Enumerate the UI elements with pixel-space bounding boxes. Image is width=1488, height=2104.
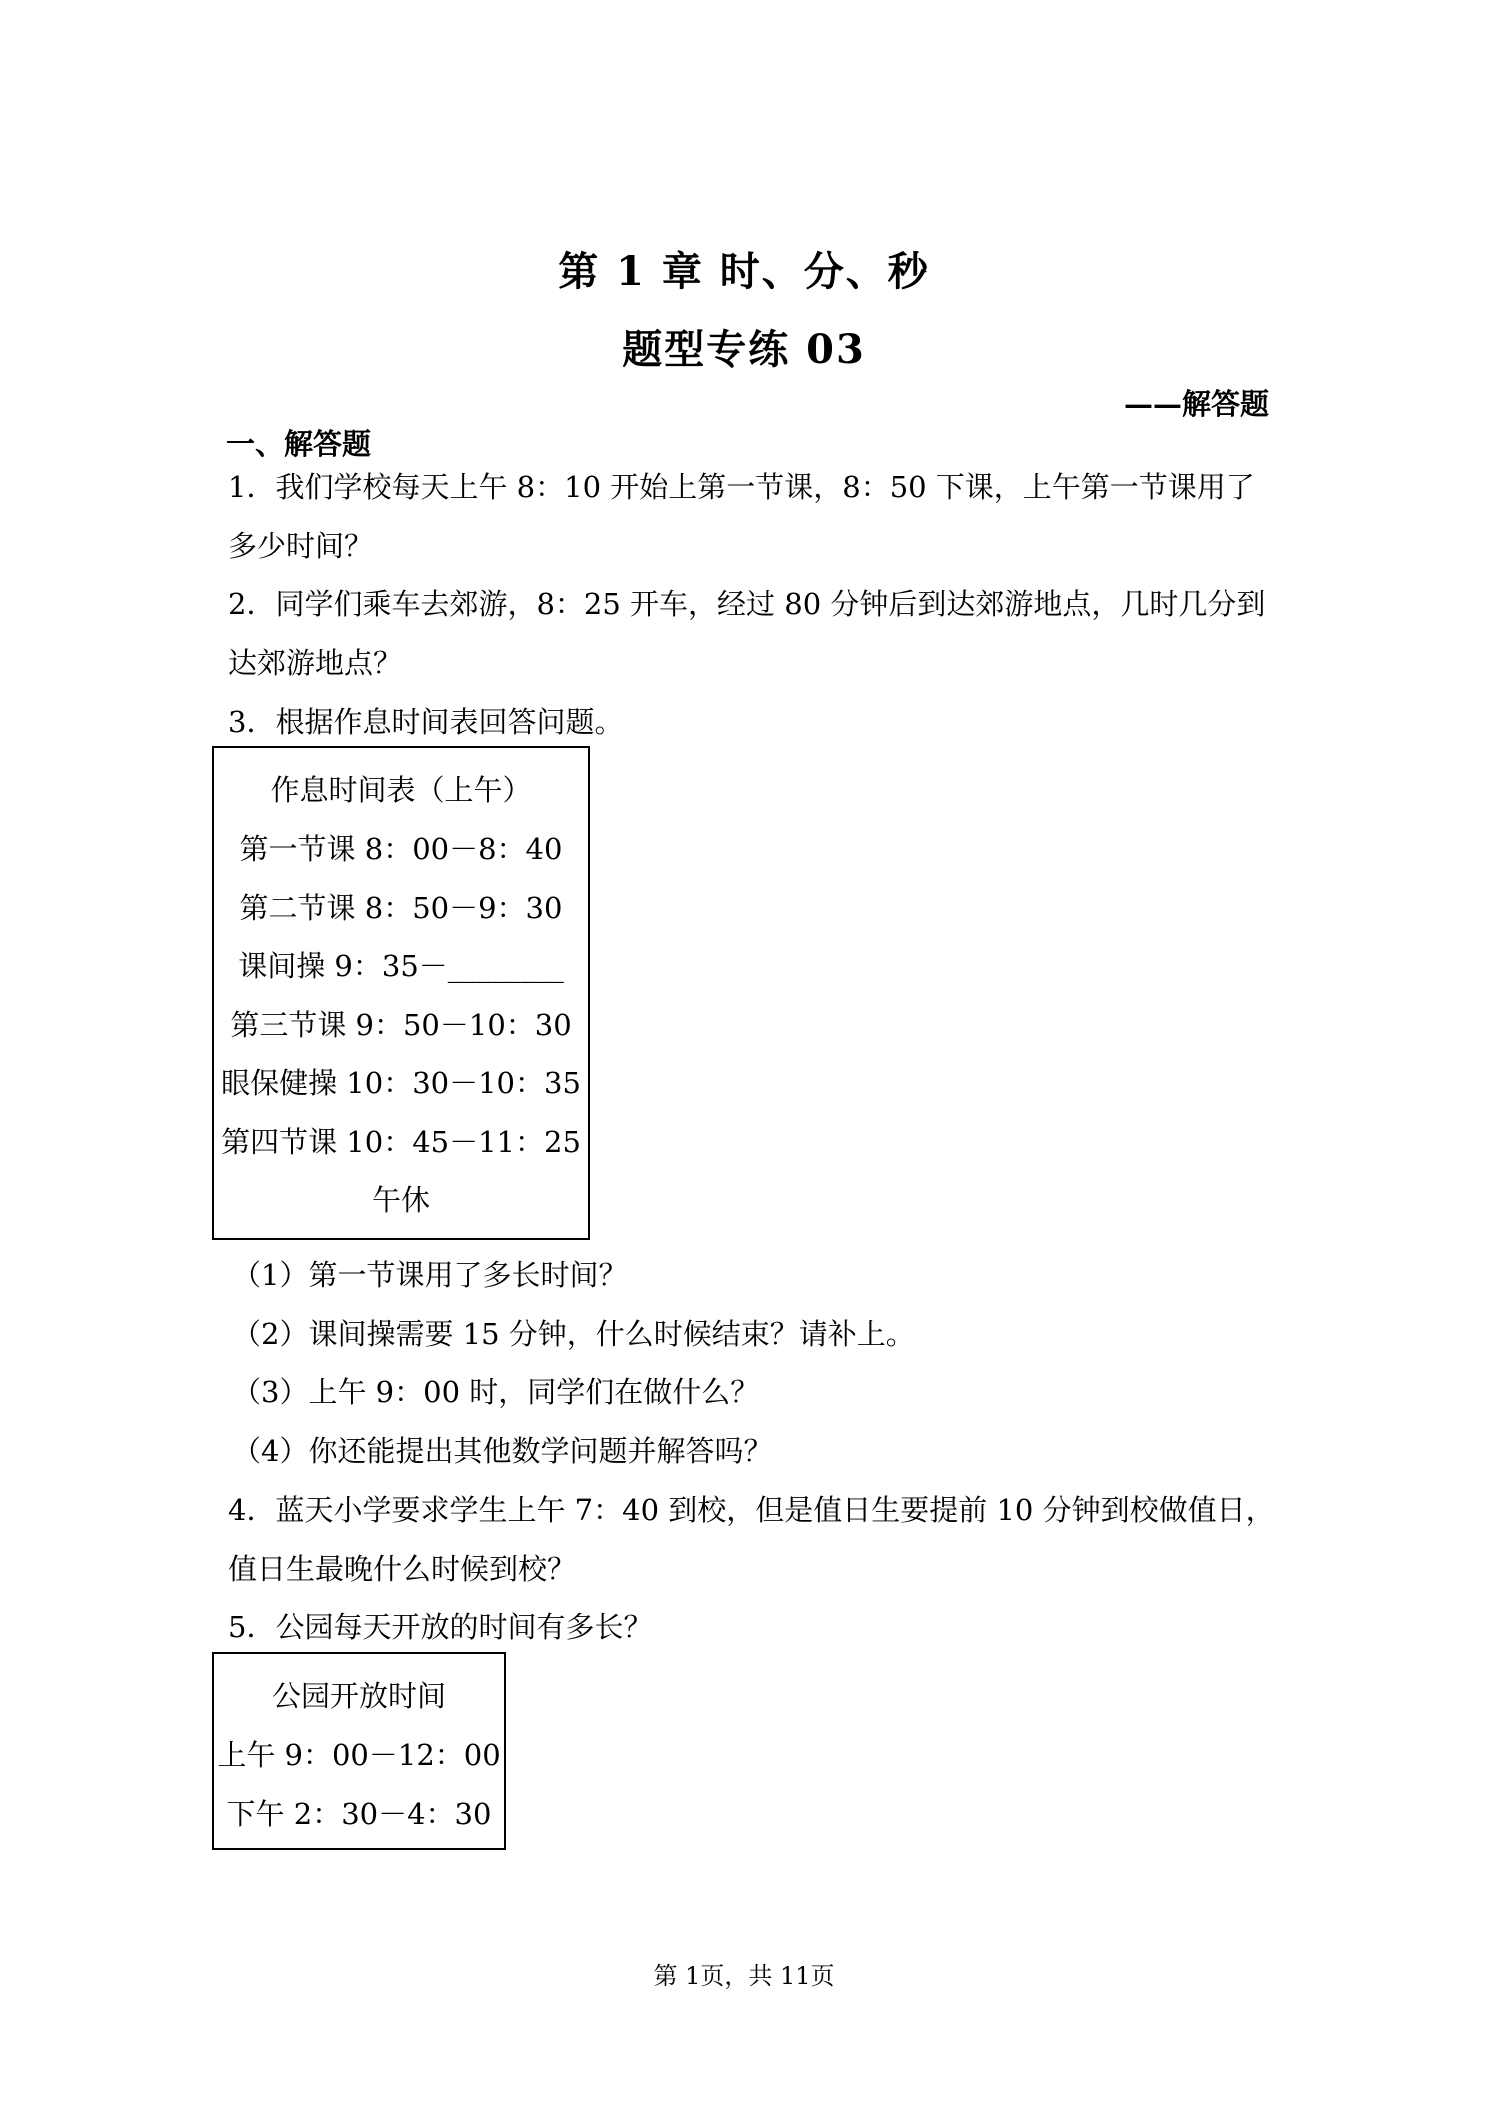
park-hours-row: 下午 2：30－4：30 [226,1797,492,1831]
question-3-sub-1: （1）第一节课用了多长时间？ [232,1258,628,1292]
question-3-sub-4: （4）你还能提出其他数学问题并解答吗？ [232,1434,773,1468]
page-number: 第 1页，共 11页 [653,1962,835,1990]
schedule-row: 第一节课 8：00－8：40 [239,832,563,866]
question-5: 5．公园每天开放的时间有多长？ [228,1610,653,1644]
park-hours-row: 上午 9：00－12：00 [217,1738,501,1772]
schedule-row: 第三节课 9：50－10：30 [230,1008,572,1042]
practice-title: 题型专练 03 [622,326,866,373]
question-4-line-1: 4．蓝天小学要求学生上午 7：40 到校，但是值日生要提前 10 分钟到校做值日， [228,1493,1275,1527]
schedule-row: 眼保健操 10：30－10：35 [221,1066,581,1100]
question-type-tag: ——解答题 [1123,387,1269,421]
park-hours-table [212,1652,506,1850]
question-3-sub-2: （2）课间操需要 15 分钟，什么时候结束？请补上。 [232,1317,915,1351]
schedule-title: 作息时间表（上午） [270,773,532,807]
question-4-line-2: 值日生最晚什么时候到校？ [228,1552,577,1586]
section-heading: 一、解答题 [226,427,372,461]
park-hours-title: 公园开放时间 [271,1679,446,1713]
question-3-sub-3: （3）上午 9：00 时，同学们在做什么？ [232,1375,760,1409]
question-1-line-2: 多少时间？ [228,529,374,563]
schedule-row: 第四节课 10：45－11：25 [221,1125,581,1159]
question-3: 3．根据作息时间表回答问题。 [228,705,624,739]
schedule-row: 第二节课 8：50－9：30 [239,891,563,925]
question-1-line-1: 1．我们学校每天上午 8：10 开始上第一节课，8：50 下课，上午第一节课用了 [228,470,1255,504]
schedule-row: 课间操 9：35－________ [238,949,564,983]
chapter-title: 第 1 章 时、分、秒 [558,248,930,295]
schedule-row: 午休 [371,1183,430,1217]
question-2-line-1: 2．同学们乘车去郊游，8：25 开车，经过 80 分钟后到达郊游地点，几时几分到 [228,587,1266,621]
schedule-table [212,746,590,1240]
question-2-line-2: 达郊游地点？ [228,646,403,680]
